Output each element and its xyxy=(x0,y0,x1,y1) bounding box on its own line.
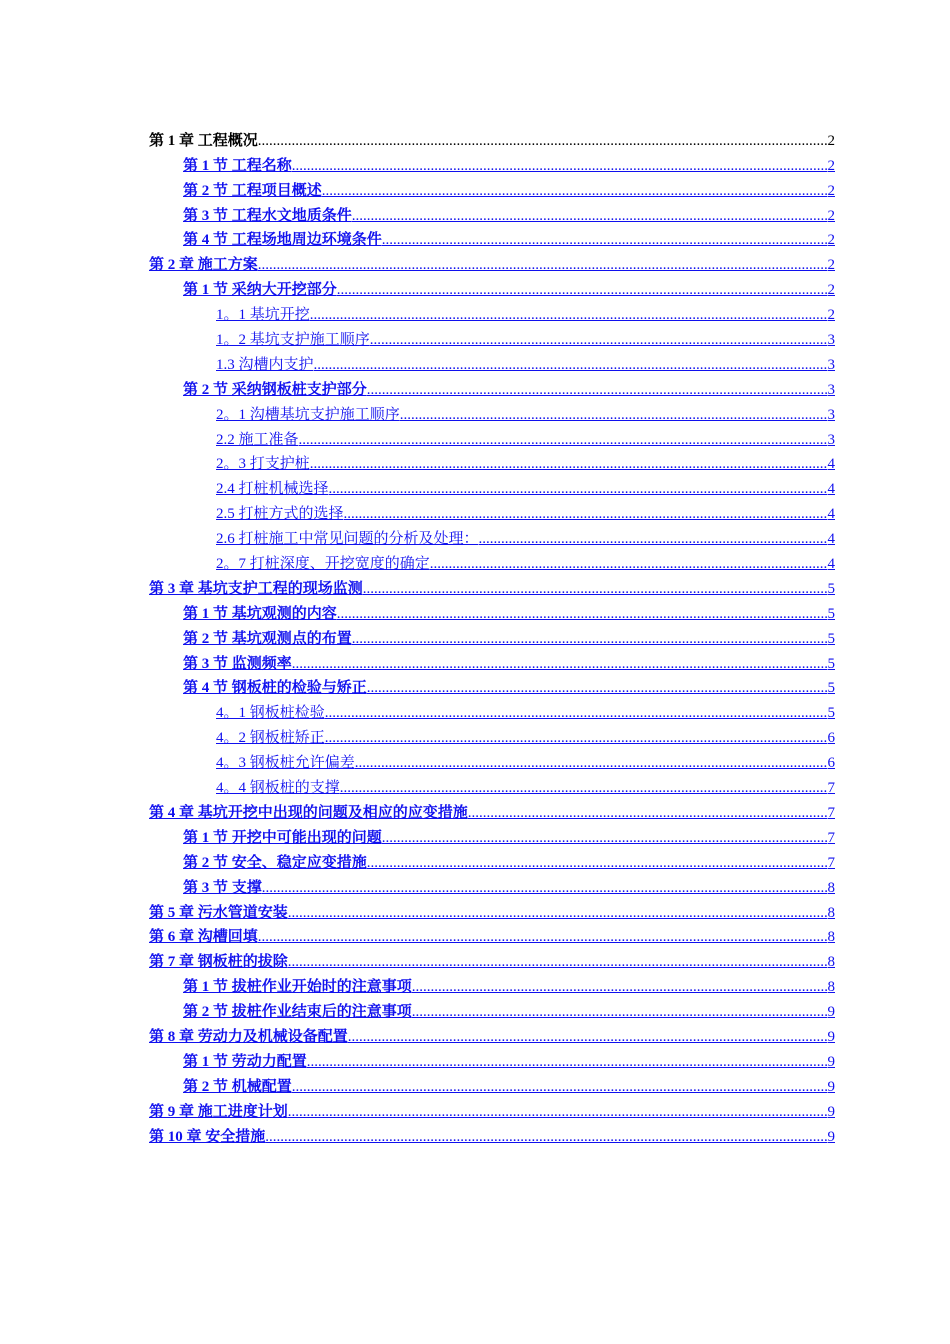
toc-entry-title: 1.3 沟槽内支护 xyxy=(216,356,314,373)
toc-page-number: 2 xyxy=(827,157,835,174)
dot-leader xyxy=(352,208,827,225)
toc-entry-title: 第 3 节 监测频率 xyxy=(183,655,292,672)
toc-entry-title: 第 2 节 机械配置 xyxy=(183,1078,292,1095)
dot-leader xyxy=(292,158,827,175)
toc-entry-section[interactable] xyxy=(149,822,835,847)
toc-page-number: 5 xyxy=(827,680,835,697)
dot-leader xyxy=(382,830,827,847)
toc-page-number: 5 xyxy=(827,655,835,672)
toc-page-number: 9 xyxy=(827,1004,835,1021)
toc-entry-title: 1。1 基坑开挖 xyxy=(216,307,310,324)
dot-leader xyxy=(258,257,827,274)
toc-entry-title: 4。1 钢板桩检验 xyxy=(216,705,325,722)
toc-page-number: 2 xyxy=(827,232,835,249)
dot-leader xyxy=(310,456,827,473)
toc-page-number: 6 xyxy=(827,755,835,772)
toc-entry-subsection[interactable] xyxy=(149,399,835,424)
toc-entry-section[interactable] xyxy=(149,1071,835,1096)
toc-entry-title: 第 2 节 基坑观测点的布置 xyxy=(183,630,352,647)
toc-entry-section[interactable] xyxy=(149,200,835,225)
toc-entry-subsection[interactable] xyxy=(149,697,835,722)
toc-entry-subsection[interactable] xyxy=(149,473,835,498)
toc-entry-section[interactable] xyxy=(149,374,835,399)
toc-entry-chapter[interactable] xyxy=(149,946,835,971)
toc-page-number: 7 xyxy=(827,780,835,797)
toc-page-number: 9 xyxy=(827,1078,835,1095)
toc-page-number: 4 xyxy=(827,456,835,473)
dot-leader xyxy=(288,954,827,971)
toc-entry-section[interactable] xyxy=(149,648,835,673)
toc-page-number: 4 xyxy=(827,481,835,498)
toc-entry-title: 第 1 章 工程概况 xyxy=(149,132,258,149)
dot-leader xyxy=(367,382,827,399)
dot-leader xyxy=(337,606,827,623)
toc-entry-title: 第 2 章 施工方案 xyxy=(149,257,258,274)
dot-leader xyxy=(310,307,827,324)
toc-entry-title: 2.6 打桩施工中常见问题的分析及处理： xyxy=(216,531,479,548)
toc-entry-section[interactable] xyxy=(149,175,835,200)
dot-leader xyxy=(382,232,827,249)
toc-entry-title: 第 4 章 基坑开挖中出现的问题及相应的应变措施 xyxy=(149,804,468,821)
toc-entry-subsection[interactable] xyxy=(149,324,835,349)
toc-entry-chapter[interactable] xyxy=(149,797,835,822)
toc-page-number: 8 xyxy=(827,904,835,921)
toc-entry-title: 第 1 节 劳动力配置 xyxy=(183,1053,307,1070)
toc-page-number: 5 xyxy=(827,630,835,647)
toc-entry-title: 第 1 节 基坑观测的内容 xyxy=(183,605,337,622)
dot-leader xyxy=(412,979,827,996)
toc-entry-title: 第 5 章 污水管道安装 xyxy=(149,904,288,921)
toc-entry-title: 第 9 章 施工进度计划 xyxy=(149,1103,288,1120)
dot-leader xyxy=(258,133,827,150)
dot-leader xyxy=(370,332,827,349)
toc-page-number: 2 xyxy=(827,132,835,149)
toc-page-number: 5 xyxy=(827,605,835,622)
toc-entry-subsection[interactable] xyxy=(149,449,835,474)
toc-page-number: 2 xyxy=(827,182,835,199)
toc-entry-section[interactable] xyxy=(149,150,835,175)
toc-entry-chapter[interactable] xyxy=(149,1096,835,1121)
dot-leader xyxy=(322,183,827,200)
toc-entry-chapter[interactable] xyxy=(149,897,835,922)
toc-entry-title: 第 10 章 安全措施 xyxy=(149,1128,266,1145)
toc-entry-chapter[interactable] xyxy=(149,922,835,947)
dot-leader xyxy=(430,556,827,573)
toc-page-number: 3 xyxy=(827,431,835,448)
table-of-contents xyxy=(149,125,835,1146)
dot-leader xyxy=(288,905,827,922)
toc-page-number: 9 xyxy=(827,1053,835,1070)
dot-leader xyxy=(412,1004,827,1021)
toc-entry-title: 第 7 章 钢板桩的拔除 xyxy=(149,954,288,971)
dot-leader xyxy=(299,432,827,449)
dot-leader xyxy=(367,855,827,872)
toc-entry-title: 第 1 节 拔桩作业开始时的注意事项 xyxy=(183,979,412,996)
dot-leader xyxy=(265,1129,826,1146)
toc-entry-section[interactable] xyxy=(149,673,835,698)
toc-entry-subsection[interactable] xyxy=(149,299,835,324)
toc-entry-title: 4。2 钢板桩矫正 xyxy=(216,730,325,747)
toc-entry-title: 第 4 节 钢板桩的检验与矫正 xyxy=(183,680,367,697)
toc-entry-title: 2.2 施工准备 xyxy=(216,431,299,448)
toc-page-number: 2 xyxy=(827,307,835,324)
dot-leader xyxy=(400,407,827,424)
toc-entry-title: 第 2 节 拔桩作业结束后的注意事项 xyxy=(183,1004,412,1021)
toc-entry-title: 2.4 打桩机械选择 xyxy=(216,481,329,498)
toc-entry-subsection[interactable] xyxy=(149,747,835,772)
toc-page-number: 8 xyxy=(827,954,835,971)
toc-page-number: 7 xyxy=(827,804,835,821)
toc-entry-title: 第 1 节 工程名称 xyxy=(183,157,292,174)
dot-leader xyxy=(344,506,827,523)
dot-leader xyxy=(367,680,827,697)
toc-entry-title: 第 2 节 采纳钢板桩支护部分 xyxy=(183,381,367,398)
dot-leader xyxy=(337,282,827,299)
toc-entry-title: 2。7 打桩深度、开挖宽度的确定 xyxy=(216,556,430,573)
toc-entry-title: 第 1 节 采纳大开挖部分 xyxy=(183,282,337,299)
toc-page-number: 5 xyxy=(827,580,835,597)
toc-page-number: 7 xyxy=(827,829,835,846)
dot-leader xyxy=(258,929,827,946)
toc-entry-title: 第 4 节 工程场地周边环境条件 xyxy=(183,232,382,249)
toc-entry-chapter[interactable] xyxy=(149,1021,835,1046)
toc-entry-title: 4。3 钢板桩允许偏差 xyxy=(216,755,355,772)
toc-page-number: 8 xyxy=(827,929,835,946)
toc-page-number: 3 xyxy=(827,406,835,423)
dot-leader xyxy=(329,481,827,498)
toc-entry-title: 第 3 节 工程水文地质条件 xyxy=(183,207,352,224)
toc-entry-title: 2。3 打支护桩 xyxy=(216,456,310,473)
dot-leader xyxy=(288,1104,827,1121)
toc-entry-subsection[interactable] xyxy=(149,722,835,747)
toc-entry-section[interactable] xyxy=(149,225,835,250)
toc-entry-chapter[interactable] xyxy=(149,573,835,598)
toc-page-number: 3 xyxy=(827,332,835,349)
toc-entry-subsection[interactable] xyxy=(149,349,835,374)
toc-page-number: 3 xyxy=(827,356,835,373)
toc-page-number: 4 xyxy=(827,556,835,573)
dot-leader xyxy=(468,805,827,822)
toc-entry-title: 1。2 基坑支护施工顺序 xyxy=(216,332,370,349)
toc-entry-title: 第 6 章 沟槽回填 xyxy=(149,929,258,946)
toc-page-number: 4 xyxy=(827,531,835,548)
toc-entry-title: 第 8 章 劳动力及机械设备配置 xyxy=(149,1028,348,1045)
toc-entry-title: 第 3 章 基坑支护工程的现场监测 xyxy=(149,580,363,597)
toc-page-number: 9 xyxy=(827,1128,835,1145)
dot-leader xyxy=(325,730,827,747)
toc-entry-subsection[interactable] xyxy=(149,548,835,573)
toc-entry-title: 第 2 节 工程项目概述 xyxy=(183,182,322,199)
toc-entry-subsection[interactable] xyxy=(149,424,835,449)
toc-page-number: 5 xyxy=(827,705,835,722)
toc-page-number: 9 xyxy=(827,1103,835,1120)
toc-entry-section[interactable] xyxy=(149,996,835,1021)
dot-leader xyxy=(355,755,827,772)
toc-page-number: 8 xyxy=(827,979,835,996)
dot-leader xyxy=(292,656,827,673)
toc-entry-title: 第 3 节 支撑 xyxy=(183,879,262,896)
toc-page-number: 4 xyxy=(827,506,835,523)
toc-entry-chapter[interactable] xyxy=(149,125,835,150)
toc-page-number: 6 xyxy=(827,730,835,747)
toc-page-number: 2 xyxy=(827,257,835,274)
toc-entry-title: 2。1 沟槽基坑支护施工顺序 xyxy=(216,406,400,423)
toc-entry-title: 第 2 节 安全、稳定应变措施 xyxy=(183,854,367,871)
dot-leader xyxy=(262,880,827,897)
toc-entry-section[interactable] xyxy=(149,274,835,299)
toc-entry-section[interactable] xyxy=(149,872,835,897)
dot-leader xyxy=(479,531,827,548)
toc-page-number: 2 xyxy=(827,207,835,224)
dot-leader xyxy=(340,780,827,797)
toc-page-number: 7 xyxy=(827,854,835,871)
toc-page-number: 8 xyxy=(827,879,835,896)
dot-leader xyxy=(307,1054,827,1071)
toc-entry-section[interactable] xyxy=(149,971,835,996)
toc-page-number: 3 xyxy=(827,381,835,398)
toc-entry-subsection[interactable] xyxy=(149,523,835,548)
toc-entry-section[interactable] xyxy=(149,847,835,872)
dot-leader xyxy=(352,631,827,648)
toc-entry-section[interactable] xyxy=(149,598,835,623)
toc-entry-title: 第 1 节 开挖中可能出现的问题 xyxy=(183,829,382,846)
toc-entry-title: 4。4 钢板桩的支撑 xyxy=(216,780,340,797)
toc-entry-section[interactable] xyxy=(149,1046,835,1071)
toc-page-number: 9 xyxy=(827,1028,835,1045)
toc-entry-title: 2.5 打桩方式的选择 xyxy=(216,506,344,523)
dot-leader xyxy=(325,705,827,722)
toc-entry-chapter[interactable] xyxy=(149,1121,835,1146)
toc-entry-subsection[interactable] xyxy=(149,498,835,523)
dot-leader xyxy=(348,1029,827,1046)
dot-leader xyxy=(363,581,827,598)
dot-leader xyxy=(292,1079,827,1096)
toc-entry-section[interactable] xyxy=(149,623,835,648)
toc-entry-chapter[interactable] xyxy=(149,249,835,274)
toc-entry-subsection[interactable] xyxy=(149,772,835,797)
toc-page-number: 2 xyxy=(827,282,835,299)
dot-leader xyxy=(314,357,827,374)
